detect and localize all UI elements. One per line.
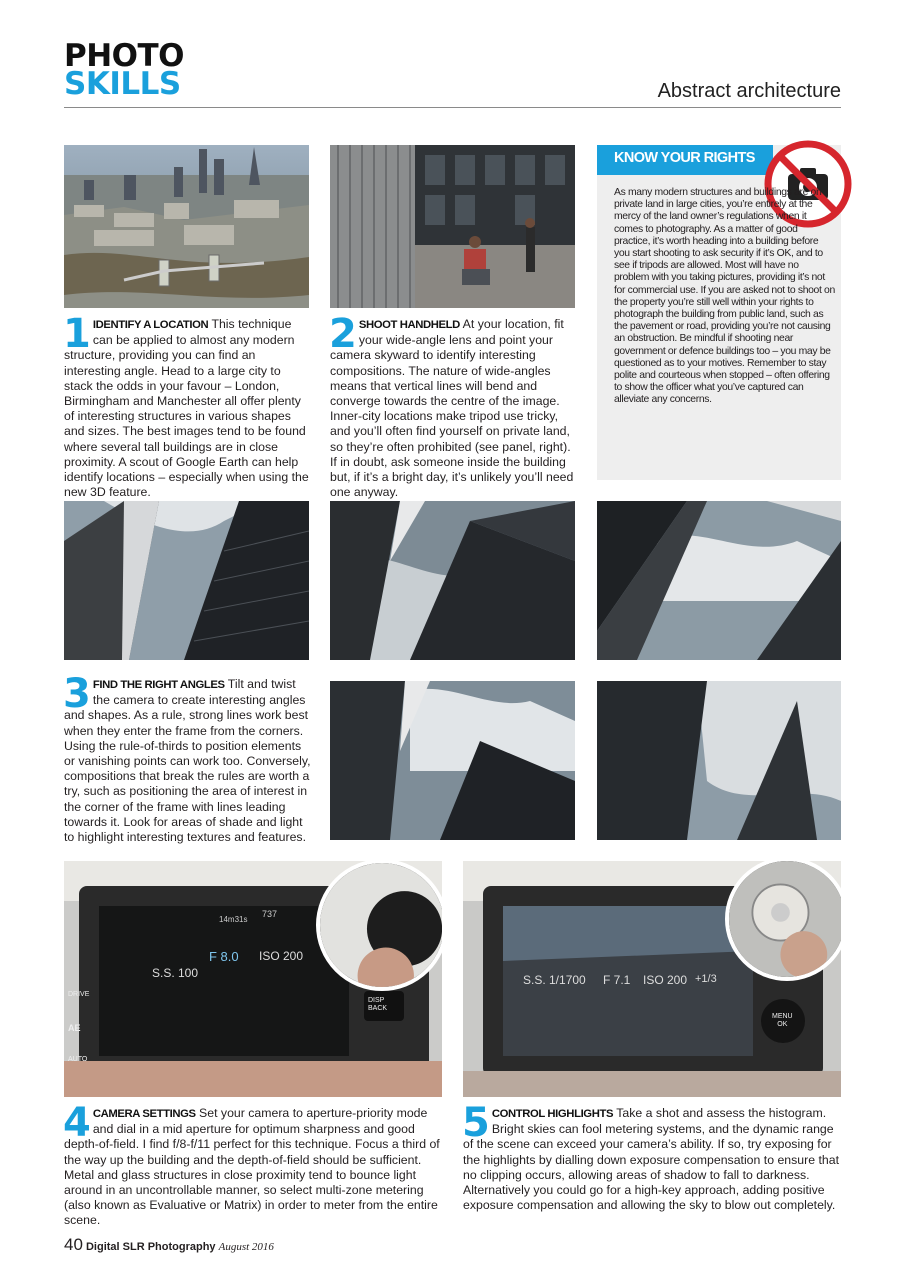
skyscraper-photo-2 xyxy=(330,501,575,660)
step-number: 3 xyxy=(63,671,91,717)
shutter-dial-inset xyxy=(316,861,442,991)
step-text: Set your camera to aperture-priority mode and dial in a mid aperture for optimum sharpness and good depth-of-field. I find f/8-f/11 perfect for this technique. Focus a third of the way up the building and the depth-of-field should be sufficient. Metal and glass structures in close proximity tend to bounce light around in an uncontrollable manner, so select multi-zone metering (also known as Evaluative or Matrix) in order to meter from the entire scene. xyxy=(64,1106,440,1228)
panel-title: KNOW YOUR RIGHTS xyxy=(614,150,755,166)
step-number: 5 xyxy=(462,1100,490,1146)
drive-label: DRIVE xyxy=(68,991,90,998)
menu-ok-label: MENU OK xyxy=(772,1013,793,1028)
step-text: Take a shot and assess the histogram. Bright skies can fool metering systems, and the dynamic range of the scene can exceed your camera’s ability. If so, try exposing for the highlights by dialling down exposure compensation to ensure that no clipping occurs, allowing areas of shadow to fall to darkness. Alternatively you could go for a high-key approach, adding positive exposure compensation and allowing the sky to blow out completely. xyxy=(463,1106,839,1213)
disp-back-label: DISP BACK xyxy=(368,997,388,1012)
step-number: 2 xyxy=(329,311,357,357)
step-heading: IDENTIFY A LOCATION xyxy=(92,319,209,331)
camera-screen-left-time: 14m31s xyxy=(219,915,248,924)
step-5 xyxy=(462,1100,841,1213)
camera-back-photo-2 xyxy=(463,861,841,1097)
camera-screen-right-shutter: S.S. 1/1700 xyxy=(523,973,586,987)
camera-screen-left-aperture: F 8.0 xyxy=(209,949,239,964)
step-heading: CAMERA SETTINGS xyxy=(92,1108,196,1120)
step-number: 1 xyxy=(63,311,91,357)
issue-date: August 2016 xyxy=(218,1241,274,1253)
step-4 xyxy=(63,1100,442,1229)
step-2 xyxy=(329,311,577,500)
camera-back-photo-1 xyxy=(64,861,442,1097)
step-heading: SHOOT HANDHELD xyxy=(358,319,460,331)
step-text: At your location, fit your wide-angle lens and point your camera skyward to identify interesting compositions. The nature of wide-angles means that vertical lines will bend and converge towards the centre of the image. Inner-city locations make tripod use tricky, and you’ll often find yourself on private land, so they’re often prohibited (see panel, right). If in doubt, ask someone inside the building but, if it’s a bright day, it’s unlikely you’ll need one anyway. xyxy=(330,317,574,500)
ae-label: AE xyxy=(68,1023,81,1033)
step-heading: FIND THE RIGHT ANGLES xyxy=(92,679,225,691)
camera-screen-right-aperture: F 7.1 xyxy=(603,973,631,987)
skyscraper-photo-1 xyxy=(64,501,309,660)
camera-screen-left-shutter: S.S. 100 xyxy=(152,966,199,980)
logo-skills: SKILLS xyxy=(64,66,181,102)
auto-label: AUTO xyxy=(68,1056,88,1063)
camera-screen-left-iso: ISO 200 xyxy=(259,949,304,963)
step-1 xyxy=(63,311,311,500)
skyscraper-photo-3 xyxy=(597,501,841,660)
camera-screen-right-iso: ISO 200 xyxy=(643,973,688,987)
step-text: Tilt and twist the camera to create interesting angles and shapes. As a rule, strong lines work best when they enter the frame from the corners. Using the rule-of-thirds to position elements or vanishing points can work too. Conversely, compositions that break the rules are worth a try, such as positioning the area of interest in the corner of the frame with lines leading towards it. Look for areas of shade and light to highlight interesting textures and features. xyxy=(64,677,311,845)
camera-screen-right-ev: +1/3 xyxy=(695,973,717,985)
magazine-name: Digital SLR Photography xyxy=(85,1241,216,1253)
page-footer xyxy=(64,1235,274,1255)
panel-body: As many modern structures and buildings are on private land in large cities, you’re entirely at the mercy of the land owner’s regulations when it comes to photography. As a matter of good practice, it’s worth heading into a building before you start shooting to ask security if it’s OK, and to see if tripods are allowed. Most will have no problem with you taking pictures, providing it’s not for commercial use. If you are asked not to shoot on the property you’re still well within your rights to photograph the building from public land, such as the pavement or road, providing you’re not causing an obstruction. Be mindful if shooting near government or defence buildings too – you may be questioned as to your motives. Remember to stay polite and courteous when stopped – often offering to show the officer what you’ve captured can alleviate any concerns. xyxy=(614,187,835,406)
header-rule xyxy=(64,107,841,108)
aerial-city-photo xyxy=(64,145,309,308)
photographer-crouching-photo xyxy=(330,145,575,308)
page-number: 40 xyxy=(64,1235,83,1254)
step-3 xyxy=(63,671,311,845)
skyscraper-photo-5 xyxy=(597,681,841,840)
camera-screen-left-counter: 737 xyxy=(262,909,278,919)
step-text: This technique can be applied to almost any modern structure, providing you can find an interesting angle. Head to a large city to stack the odds in your favour – London, Birmingham and Manchester all offer plenty of interesting structures in various shapes and sizes. The best images tend to be found where several tall buildings are in close proximity. A scout of Google Earth can help identify locations – especially when using the new 3D feature. xyxy=(64,317,309,500)
step-heading: CONTROL HIGHLIGHTS xyxy=(491,1108,614,1120)
exposure-dial-inset xyxy=(725,861,841,981)
skyscraper-photo-4 xyxy=(330,681,575,840)
section-title: Abstract architecture xyxy=(657,80,841,102)
step-number: 4 xyxy=(63,1100,91,1146)
logo-photo: PHOTO xyxy=(64,38,185,74)
